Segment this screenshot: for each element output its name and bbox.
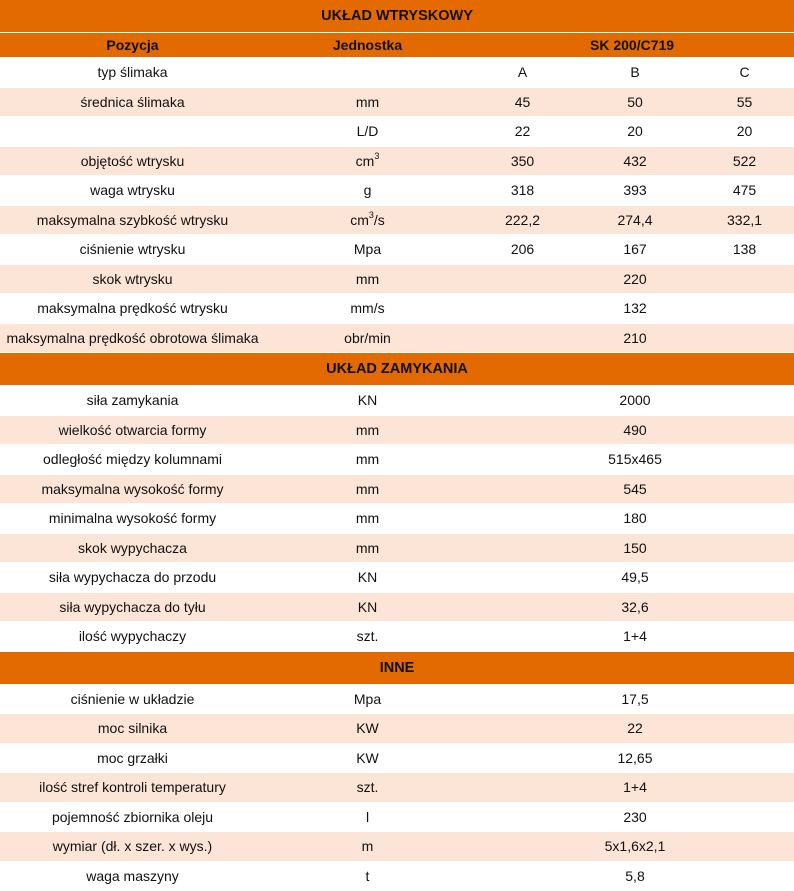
row-unit: szt. <box>265 773 470 803</box>
row-value: 2000 <box>575 386 695 416</box>
row-label: średnica ślimaka <box>0 87 265 117</box>
row-value-c <box>695 802 794 832</box>
row-value-c: 475 <box>695 176 794 206</box>
row-value-a <box>470 445 575 475</box>
row-value-b: 393 <box>575 176 695 206</box>
row-value: 545 <box>575 474 695 504</box>
row-value-c: 522 <box>695 146 794 176</box>
row-label: odległość między kolumnami <box>0 445 265 475</box>
row-value-c <box>695 714 794 744</box>
unit-base: cm <box>350 211 369 228</box>
row-value-a: 350 <box>470 146 575 176</box>
row-value-a <box>470 773 575 803</box>
row-label: wielkość otwarcia formy <box>0 415 265 445</box>
row-value-c <box>695 264 794 294</box>
row-label: ilość wypychaczy <box>0 622 265 652</box>
row-value-c <box>695 323 794 353</box>
row-value-a <box>470 743 575 773</box>
row-value: 180 <box>575 504 695 534</box>
row-value-a: 206 <box>470 235 575 265</box>
row-label: waga wtrysku <box>0 176 265 206</box>
row-unit: obr/min <box>265 323 470 353</box>
row-unit: Mpa <box>265 235 470 265</box>
row-unit: KW <box>265 743 470 773</box>
row-value: 5,8 <box>575 861 695 891</box>
unit-superscript: 3 <box>374 151 380 162</box>
row-value: 17,5 <box>575 684 695 714</box>
row-label: siła zamykania <box>0 386 265 416</box>
table-row <box>0 176 794 206</box>
row-value-a <box>470 294 575 324</box>
row-value: 32,6 <box>575 592 695 622</box>
row-unit: t <box>265 861 470 891</box>
table-row <box>0 504 794 534</box>
row-value-c <box>695 743 794 773</box>
row-value-a: 45 <box>470 87 575 117</box>
row-value: 150 <box>575 533 695 563</box>
row-value-c <box>695 445 794 475</box>
row-label: typ ślimaka <box>0 58 265 88</box>
row-unit: KN <box>265 386 470 416</box>
row-label: ciśnienie w układzie <box>0 684 265 714</box>
row-unit: m <box>265 832 470 862</box>
row-value: 230 <box>575 802 695 832</box>
row-label <box>0 117 265 147</box>
row-label: siła wypychacza do tyłu <box>0 592 265 622</box>
row-value: 1+4 <box>575 773 695 803</box>
row-value-b: 20 <box>575 117 695 147</box>
row-label: wymiar (dł. x szer. x wys.) <box>0 832 265 862</box>
row-value-c <box>695 294 794 324</box>
header-model: SK 200/C719 <box>470 33 794 58</box>
table-row <box>0 714 794 744</box>
table-row <box>0 294 794 324</box>
row-value-c <box>695 861 794 891</box>
row-unit: mm <box>265 533 470 563</box>
row-value-c <box>695 622 794 652</box>
table-row <box>0 323 794 353</box>
unit-superscript: 3 <box>368 210 374 221</box>
row-value-a <box>470 622 575 652</box>
row-value-a <box>470 832 575 862</box>
unit-base: cm <box>355 152 375 169</box>
table-row <box>0 861 794 891</box>
row-value-c: 55 <box>695 87 794 117</box>
row-unit: KN <box>265 592 470 622</box>
row-unit: KW <box>265 714 470 744</box>
row-value: 132 <box>575 294 695 324</box>
row-value-c <box>695 832 794 862</box>
row-label: moc grzałki <box>0 743 265 773</box>
row-value: 210 <box>575 323 695 353</box>
row-value-c <box>695 504 794 534</box>
table-row <box>0 802 794 832</box>
table-row <box>0 415 794 445</box>
row-value-a <box>470 802 575 832</box>
header-unit: Jednostka <box>265 33 470 58</box>
row-label: ciśnienie wtrysku <box>0 235 265 265</box>
section-header-other <box>0 651 794 684</box>
row-unit: szt. <box>265 622 470 652</box>
row-label: skok wtrysku <box>0 264 265 294</box>
row-value-b: 432 <box>575 146 695 176</box>
row-value-a <box>470 323 575 353</box>
row-label: minimalna wysokość formy <box>0 504 265 534</box>
row-value-a <box>470 592 575 622</box>
row-value: 1+4 <box>575 622 695 652</box>
table-row <box>0 87 794 117</box>
header-position: Pozycja <box>0 33 265 58</box>
row-unit: L/D <box>265 117 470 147</box>
row-value-a <box>470 684 575 714</box>
row-value-a <box>470 533 575 563</box>
section-header-clamping <box>0 353 794 386</box>
row-label: maksymalna wysokość formy <box>0 474 265 504</box>
row-label: maksymalna szybkość wtrysku <box>0 205 265 235</box>
row-label: maksymalna prędkość obrotowa ślimaka <box>0 323 265 353</box>
row-unit: g <box>265 176 470 206</box>
table-row <box>0 622 794 652</box>
table-row <box>0 684 794 714</box>
table-row <box>0 773 794 803</box>
table-row <box>0 832 794 862</box>
table-row <box>0 146 794 176</box>
row-value-b: 167 <box>575 235 695 265</box>
row-value-a <box>470 861 575 891</box>
row-value-a: 318 <box>470 176 575 206</box>
row-label: siła wypychacza do przodu <box>0 563 265 593</box>
table-row <box>0 117 794 147</box>
row-value: 49,5 <box>575 563 695 593</box>
row-unit: mm <box>265 445 470 475</box>
table-row <box>0 235 794 265</box>
row-value-c <box>695 773 794 803</box>
row-unit: mm <box>265 504 470 534</box>
row-value: 22 <box>575 714 695 744</box>
row-value-a <box>470 714 575 744</box>
unit-tail: /s <box>373 211 385 228</box>
row-label: objętość wtrysku <box>0 146 265 176</box>
row-value-a <box>470 386 575 416</box>
table-row <box>0 563 794 593</box>
row-value-b: 50 <box>575 87 695 117</box>
table-row <box>0 58 794 88</box>
row-value-c <box>695 592 794 622</box>
section-title-injection: UKŁAD WTRYSKOWY <box>0 0 794 33</box>
row-label: ilość stref kontroli temperatury <box>0 773 265 803</box>
section-title-other: INNE <box>0 651 794 684</box>
row-value: 515x465 <box>575 445 695 475</box>
row-value: 490 <box>575 415 695 445</box>
row-value-a <box>470 415 575 445</box>
row-value: 12,65 <box>575 743 695 773</box>
row-unit: Mpa <box>265 684 470 714</box>
row-value-c <box>695 563 794 593</box>
row-unit: mm <box>265 415 470 445</box>
row-unit: KN <box>265 563 470 593</box>
row-label: moc silnika <box>0 714 265 744</box>
row-unit <box>265 146 470 176</box>
row-unit: mm <box>265 87 470 117</box>
row-value-a <box>470 504 575 534</box>
row-value-c <box>695 533 794 563</box>
row-label: waga maszyny <box>0 861 265 891</box>
table-row <box>0 445 794 475</box>
row-value-c <box>695 415 794 445</box>
row-unit: mm <box>265 264 470 294</box>
row-value-c <box>695 386 794 416</box>
row-value-a: A <box>470 58 575 88</box>
row-value: 5x1,6x2,1 <box>575 832 695 862</box>
row-value-b: B <box>575 58 695 88</box>
section-header-injection <box>0 0 794 33</box>
row-value-c: 332,1 <box>695 205 794 235</box>
row-unit: l <box>265 802 470 832</box>
row-value-b: 274,4 <box>575 205 695 235</box>
row-label: maksymalna prędkość wtrysku <box>0 294 265 324</box>
row-value-a: 222,2 <box>470 205 575 235</box>
row-unit <box>265 58 470 88</box>
row-value-c: C <box>695 58 794 88</box>
row-value-a: 22 <box>470 117 575 147</box>
row-value-a <box>470 563 575 593</box>
row-unit: mm <box>265 474 470 504</box>
table-row <box>0 264 794 294</box>
table-row <box>0 743 794 773</box>
row-value: 220 <box>575 264 695 294</box>
row-label: pojemność zbiornika oleju <box>0 802 265 832</box>
table-row <box>0 386 794 416</box>
row-value-c: 138 <box>695 235 794 265</box>
row-value-c <box>695 474 794 504</box>
row-value-c: 20 <box>695 117 794 147</box>
table-row <box>0 592 794 622</box>
table-row <box>0 205 794 235</box>
row-value-a <box>470 264 575 294</box>
column-header-row <box>0 33 794 58</box>
row-unit <box>265 205 470 235</box>
section-title-clamping: UKŁAD ZAMYKANIA <box>0 353 794 386</box>
row-value-a <box>470 474 575 504</box>
table-row <box>0 474 794 504</box>
row-value-c <box>695 684 794 714</box>
row-label: skok wypychacza <box>0 533 265 563</box>
table-row <box>0 533 794 563</box>
row-unit: mm/s <box>265 294 470 324</box>
